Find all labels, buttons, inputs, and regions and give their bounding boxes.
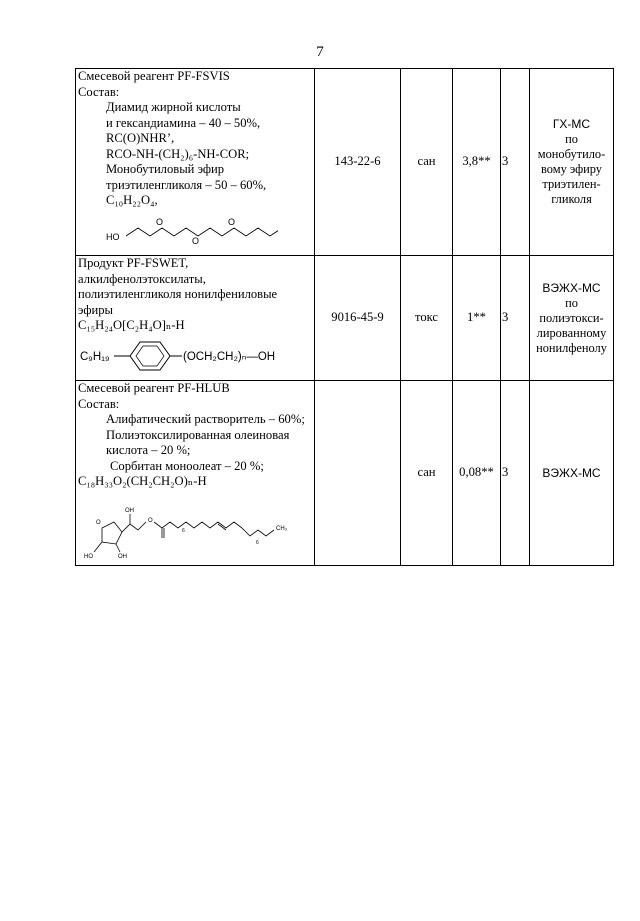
structure-label: O — [192, 235, 200, 246]
formula-line: C₁₅H₂₄O[C₂H₄O]ₙ-H — [78, 318, 185, 332]
chemical-structure-diagram — [78, 213, 278, 247]
structure-label: HO — [84, 553, 93, 560]
limit-value: 3,8** — [453, 69, 501, 256]
substance-cell — [76, 256, 315, 381]
substance-title: Продукт PF-FSWET, — [78, 256, 189, 270]
limit-value: 0,08** — [453, 381, 501, 566]
table-row — [76, 381, 614, 566]
component-line: Алифатический растворитель – 60%; — [106, 412, 305, 426]
cas-number: 143-22-6 — [315, 69, 401, 256]
indicator: токс — [401, 256, 453, 381]
hazard-class: 3 — [501, 69, 530, 256]
cas-number — [315, 381, 401, 566]
hazard-class: 3 — [501, 256, 530, 381]
component-line: полиэтиленгликоля нонилфениловые — [78, 287, 278, 301]
component-line: и гександиамина – 40 – 50%, — [106, 115, 261, 130]
component-line: Сорбитан моноолеат – 20 %; — [110, 458, 264, 473]
structure-label: (OCH₂CH₂)ₙ—OH — [183, 350, 276, 363]
structure-label: O — [96, 519, 101, 526]
structure-label: HO — [106, 231, 120, 242]
component-line: Монобутиловый эфир — [106, 162, 225, 176]
chemical-structure-diagram — [78, 494, 310, 562]
structure-label: O — [148, 517, 153, 524]
table-row — [76, 69, 614, 256]
structure-label: OH — [125, 507, 134, 514]
component-line: кислота – 20 %; — [106, 443, 191, 457]
structure-label: 6 — [256, 539, 259, 546]
substance-title: Смесевой реагент PF-FSVIS — [78, 69, 230, 83]
chemical-structure-diagram — [78, 338, 310, 374]
composition-label: Состав: — [78, 84, 120, 99]
indicator: сан — [401, 381, 453, 566]
substance-title: Смесевой реагент PF-HLUB — [78, 381, 230, 395]
table-row — [76, 256, 614, 381]
analysis-method: ВЭЖХ-МС по полиэтокси- лированному нонилфенолу — [530, 256, 614, 381]
component-line: RC(O)NHR’, — [106, 131, 175, 145]
substance-cell — [76, 69, 315, 256]
component-line: алкилфенолэтоксилаты, — [78, 271, 206, 286]
structure-label: O — [156, 216, 164, 227]
component-line: Диамид жирной кислоты — [106, 100, 241, 114]
formula-line: C₁₈H₃₃O₂(CH₂CH₂O)ₙ-H — [78, 474, 207, 488]
component-line: RCO-NH-(CH₂)₆-NH-COR; — [106, 146, 250, 161]
analysis-method: ГХ-МС по монобутило- вому эфиру триэтилен- гликоля — [530, 69, 614, 256]
structure-label: O — [228, 216, 236, 227]
formula-line: C₁₀H₂₂O₄, — [106, 193, 158, 207]
component-line: эфиры — [78, 302, 113, 317]
structure-label: CH₃ — [276, 525, 288, 532]
indicator: сан — [401, 69, 453, 256]
component-line: триэтиленгликоля – 50 – 60%, — [106, 177, 267, 192]
hazard-class: 3 — [501, 381, 530, 566]
component-line: Полиэтоксилированная олеиновая — [106, 427, 290, 442]
structure-label: OH — [118, 553, 127, 560]
structure-label: 6 — [182, 527, 185, 534]
structure-label: C₉H₁₉ — [80, 350, 110, 363]
composition-label: Состав: — [78, 396, 120, 411]
cas-number: 9016-45-9 — [315, 256, 401, 381]
substance-cell — [76, 381, 315, 566]
limit-value: 1** — [453, 256, 501, 381]
analysis-method: ВЭЖХ-МС — [530, 381, 614, 566]
reagents-table — [75, 68, 614, 566]
page-number: 7 — [316, 44, 324, 60]
